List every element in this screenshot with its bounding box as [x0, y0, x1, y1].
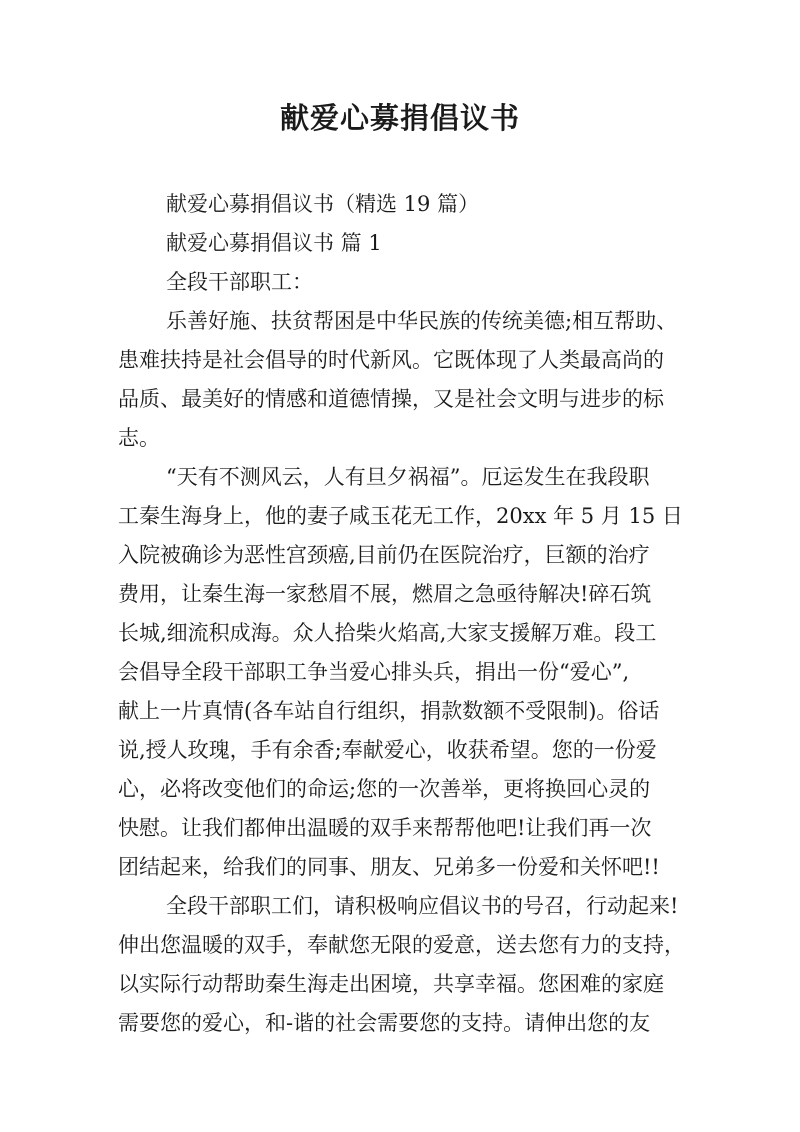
paragraph-2-line: 献上一片真情(各车站自行组织，捐款数额不受限制)。俗话: [118, 699, 660, 723]
paragraph-2-line: 快慰。让我们都伸出温暖的双手来帮帮他吧!让我们再一次: [118, 816, 652, 840]
document-body: [118, 185, 684, 1043]
paragraph-1-line: 乐善好施、扶贫帮困是中华民族的传统美德;相互帮助、: [166, 309, 678, 333]
paragraph-2-line: 说,授人玫瑰，手有余香;奉献爱心，收获希望。您的一份爱: [118, 738, 657, 762]
subtitle-line: 献爱心募捐倡议书（精选 19 篇）: [166, 192, 480, 216]
paragraph-2-line: 长城,细流积成海。众人拾柴火焰高,大家支援解万难。段工: [118, 621, 657, 645]
paragraph-2-line: 心，必将改变他们的命运;您的一次善举，更将换回心灵的: [118, 777, 651, 801]
paragraph-1-line: 志。: [118, 426, 160, 450]
section-heading: 献爱心募捐倡议书 篇 1: [166, 231, 382, 255]
document-title: 献爱心募捐倡议书: [279, 101, 520, 135]
paragraph-3-line: 全段干部职工们，请积极响应倡议书的号召，行动起来!: [166, 894, 679, 918]
paragraph-1-line: 患难扶持是社会倡导的时代新风。它既体现了人类最高尚的: [118, 348, 664, 372]
paragraph-2-line: 工秦生海身上，他的妻子咸玉花无工作，20xx 年 5 月 15 日: [118, 504, 683, 528]
salutation: 全段干部职工：: [166, 270, 313, 294]
paragraph-3-line: 伸出您温暖的双手，奉献您无限的爱意，送去您有力的支持，: [118, 933, 685, 957]
paragraph-3-line: 需要您的爱心，和-谐的社会需要您的支持。请伸出您的友: [118, 1011, 651, 1035]
paragraph-3-line: 以实际行动帮助秦生海走出困境，共享幸福。您困难的家庭: [118, 972, 664, 996]
paragraph-2-line: 费用，让秦生海一家愁眉不展，燃眉之急亟待解决!碎石筑: [118, 582, 652, 606]
paragraph-2-line: 团结起来，给我们的同事、朋友、兄弟多一份爱和关怀吧!!: [118, 855, 660, 879]
paragraph-2-line: 入院被确诊为恶性宫颈癌,目前仍在医院治疗，巨额的治疗: [118, 543, 650, 567]
paragraph-2-line: “天有不测风云，人有旦夕祸福”。厄运发生在我段职: [166, 465, 650, 489]
paragraph-1-line: 品质、最美好的情感和道德情操，又是社会文明与进步的标: [118, 387, 664, 411]
paragraph-2-line: 会倡导全段干部职工争当爱心排头兵，捐出一份“爱心”,: [118, 660, 630, 684]
